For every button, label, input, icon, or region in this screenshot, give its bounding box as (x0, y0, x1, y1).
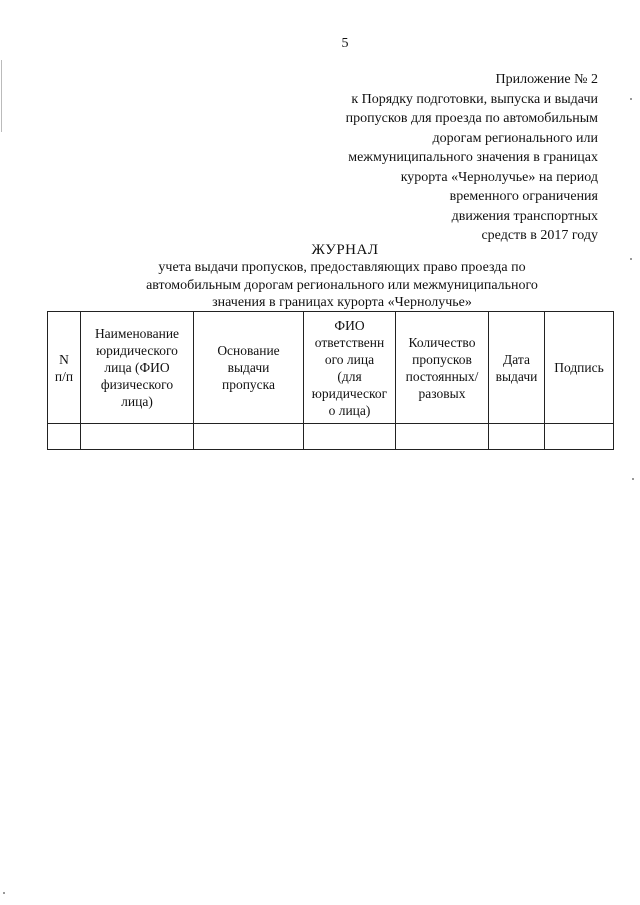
column-header-basis: Основание выдачи пропуска (194, 312, 304, 424)
column-header-responsible-person: ФИО ответственн ого лица (для юридическог о лица) (304, 312, 396, 424)
table-cell (396, 424, 489, 450)
scan-speck (3, 892, 5, 894)
appendix-line: движения транспортных (451, 208, 598, 224)
table-cell (545, 424, 614, 450)
table-cell (81, 424, 194, 450)
table-cell (48, 424, 81, 450)
journal-table (47, 311, 614, 450)
column-header-organization-name: Наименование юридического лица (ФИО физического лица) (81, 312, 194, 424)
appendix-header (298, 70, 598, 246)
journal-subtitle (0, 259, 640, 312)
scan-speck (632, 478, 634, 480)
scan-edge-mark (1, 60, 2, 132)
column-header-signature: Подпись (545, 312, 614, 424)
page-number: 5 (341, 36, 349, 51)
appendix-line: курорта «Чернолучье» на период (400, 169, 598, 185)
appendix-line: временного ограничения (449, 189, 598, 204)
appendix-line: Приложение № 2 (495, 72, 598, 87)
journal-subtitle-line: автомобильным дорогам регионального или межмуниципального (146, 277, 538, 293)
table-row (48, 424, 614, 450)
appendix-line: пропусков для проезда по автомобильным (345, 111, 598, 126)
column-header-number: N п/п (48, 312, 81, 424)
journal-title: ЖУРНАЛ (311, 242, 379, 258)
column-header-pass-count: Количество пропусков постоянных/ разовых (396, 312, 489, 424)
appendix-line: межмуниципального значения в границах (348, 150, 598, 165)
table-cell (194, 424, 304, 450)
table-cell (489, 424, 545, 450)
table-cell (304, 424, 396, 450)
appendix-line: к Порядку подготовки, выпуска и выдачи (351, 91, 598, 107)
journal-subtitle-line: значения в границах курорта «Чернолучье» (212, 295, 472, 310)
scan-speck (630, 98, 632, 100)
appendix-line: средств в 2017 году (481, 228, 598, 243)
appendix-line: дорогам регионального или (432, 130, 598, 146)
column-header-issue-date: Дата выдачи (489, 312, 545, 424)
table-header-row (48, 312, 614, 424)
journal-subtitle-line: учета выдачи пропусков, предоставляющих право проезда по (158, 260, 526, 275)
